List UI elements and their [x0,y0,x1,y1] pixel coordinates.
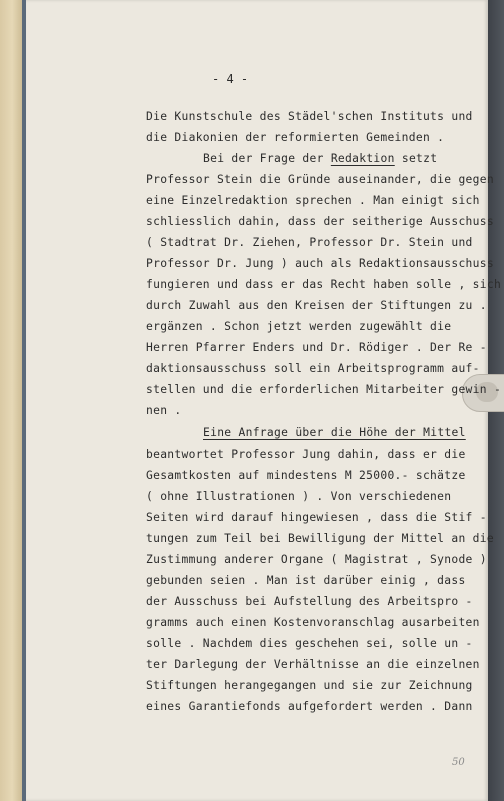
line-text: Professor Stein die Gründe auseinander, die gegen [146,173,494,186]
text-line [146,448,466,461]
line-text: der Ausschuss bei Aufstellung des Arbeitspro - [146,595,473,608]
line-text: nen . [146,404,182,417]
line-text: tungen zum Teil bei Bewilligung der Mittel an die [146,532,494,545]
line-text: fungieren und dass er das Recht haben solle , sich [146,278,502,291]
text-line [146,469,466,482]
text-line [146,700,473,713]
line-text: Zustimmung anderer Organe ( Magistrat , Synode ) [146,553,487,566]
text-line [146,173,494,186]
text-line [146,320,451,333]
text-line [146,679,473,692]
line-text: ter Darlegung der Verhältnisse an die einzelnen [146,658,480,671]
line-text: Seiten wird darauf hingewiesen , dass die Stif - [146,511,487,524]
line-text: ( Stadtrat Dr. Ziehen, Professor Dr. Stein und [146,236,473,249]
text-line [146,131,444,144]
underlined-heading: Redaktion [330,152,395,165]
line-text: Die Kunstschule des Städel'schen Instituts und [146,110,473,123]
underlined-heading: Eine Anfrage über die Höhe der Mittel [203,426,466,439]
text-line [146,194,480,207]
text-line [146,532,494,545]
text-line [146,278,501,291]
line-text: ( ohne Illustrationen ) . Von verschiedenen [146,490,452,503]
text-line [203,152,437,165]
text-line [146,574,466,587]
text-line [146,383,501,396]
text-line [146,362,480,375]
line-text: Bei der Frage der [203,152,331,165]
text-line [146,595,473,608]
line-text: daktionsausschuss soll ein Arbeitsprogramm auf- [146,362,480,375]
margin-note: 50 [452,757,465,768]
line-text: die Diakonien der reformierten Gemeinden . [146,131,445,144]
line-text: gramms auch einen Kostenvoranschlag ausarbeiten [146,616,480,629]
binder-strip [0,0,23,801]
text-line [146,490,451,503]
line-text: Gesamtkosten auf mindestens M 25000.- schätze [146,469,466,482]
text-line [146,553,487,566]
line-text: Professor Dr. Jung ) auch als Redaktionsausschuss [146,257,494,270]
text-line [146,110,473,123]
line-text: Herren Pfarrer Enders und Dr. Rödiger . Der Re - [146,341,487,354]
line-text: stellen und die erforderlichen Mitarbeiter gewin - [146,383,502,396]
text-line [146,299,487,312]
text-line [146,658,480,671]
text-line [146,404,182,417]
line-text: beantwortet Professor Jung dahin, dass er die [146,448,466,461]
line-text: gebunden seien . Man ist darüber einig , dass [146,574,466,587]
text-line [146,341,487,354]
line-text-after: setzt [394,152,438,165]
page-number: - 4 - [212,72,249,86]
line-text: ergänzen . Schon jetzt werden zugewählt die [146,320,452,333]
line-text: schliesslich dahin, dass der seitherige Ausschuss [146,215,494,228]
text-line [203,426,466,439]
text-line [146,236,473,249]
line-text: solle . Nachdem dies geschehen sei, solle un - [146,637,473,650]
text-line [146,511,487,524]
line-text: eine Einzelredaktion sprechen . Man einigt sich [146,194,480,207]
text-line [146,215,494,228]
text-line [146,616,480,629]
line-text: durch Zuwahl aus den Kreisen der Stiftungen zu . [146,299,487,312]
text-line [146,637,473,650]
line-text: eines Garantiefonds aufgefordert werden . Dann [146,700,473,713]
line-text: Stiftungen herangegangen und sie zur Zeichnung [146,679,473,692]
text-line [146,257,494,270]
